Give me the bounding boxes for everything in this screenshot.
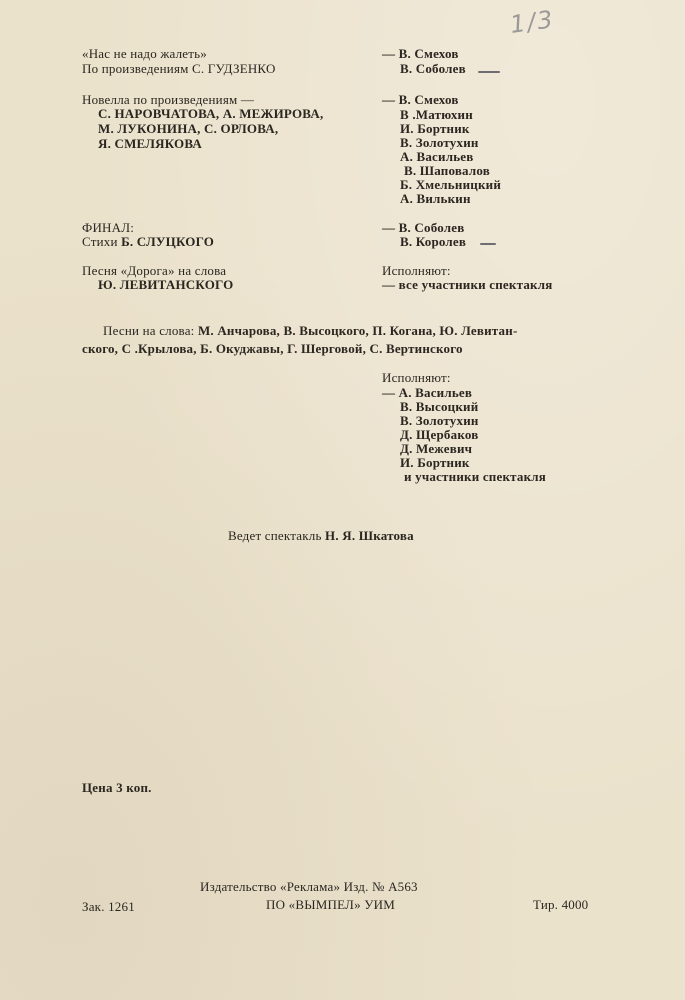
block3-verse-author: Б. СЛУЦКОГО xyxy=(121,234,215,249)
block4-title: Песня «Дорога» на слова xyxy=(82,263,227,278)
block2-author-line: М. ЛУКОНИНА, С. ОРЛОВА, xyxy=(98,121,279,136)
block4-performers-label: Исполняют: xyxy=(382,263,451,278)
songs-line-1 xyxy=(103,324,517,338)
circulation: Тир. 4000 xyxy=(533,897,589,912)
songs-performer: Д. Щербаков xyxy=(400,427,479,442)
block2-author-line: Я. СМЕЛЯКОВА xyxy=(98,136,202,151)
songs-authors-1: М. Анчарова, В. Высоцкого, П. Когана, Ю. Левитан- xyxy=(197,323,518,338)
songs-authors-2: ского, С .Крылова, Б. Окуджавы, Г. Шерговой, С. Вертинского xyxy=(82,341,463,356)
songs-performers-label: Исполняют: xyxy=(382,370,451,385)
songs-performer: Д. Межевич xyxy=(400,441,473,456)
block2-cast: — В. Смехов xyxy=(382,92,459,107)
block2-cast: Б. Хмельницкий xyxy=(400,177,502,192)
songs-performer: и участники спектакля xyxy=(404,469,547,484)
block2-cast: В. Шаповалов xyxy=(404,163,490,178)
songs-performer: — А. Васильев xyxy=(382,385,473,400)
price: Цена 3 коп. xyxy=(82,780,152,795)
block2-title: Новелла по произведениям — xyxy=(82,92,255,107)
block2-author-line: С. НАРОВЧАТОВА, А. МЕЖИРОВА, xyxy=(98,106,324,121)
block3-title: ФИНАЛ: xyxy=(82,220,135,235)
pen-mark xyxy=(478,71,500,73)
block1-source-prefix: По произведениям xyxy=(82,61,189,76)
pen-mark xyxy=(480,243,496,245)
songs-prefix: Песни на слова: xyxy=(103,323,195,338)
block1-source-author: С. ГУДЗЕНКО xyxy=(192,61,276,76)
handwritten-page-mark: 1/3 xyxy=(508,5,557,39)
block1-cast-1: — В. Смехов xyxy=(382,46,459,61)
printer: ПО «ВЫМПЕЛ» УИМ xyxy=(266,897,395,912)
block1-title: «Нас не надо жалеть» xyxy=(82,46,207,61)
block3-verse-prefix: Стихи xyxy=(82,234,118,249)
block2-cast: А. Васильев xyxy=(400,149,474,164)
block3-verse xyxy=(82,235,214,249)
host-name: Н. Я. Шкатова xyxy=(325,528,414,543)
songs-performer: И. Бортник xyxy=(400,455,470,470)
host-line xyxy=(228,529,414,543)
block3-cast-2: В. Королев xyxy=(400,234,467,249)
block2-cast: А. Вилькин xyxy=(400,191,471,206)
order-number: Зак. 1261 xyxy=(82,899,135,914)
block4-performers: — все участники спектакля xyxy=(382,277,553,292)
host-prefix: Ведет спектакль xyxy=(228,528,322,543)
block2-cast: В. Золотухин xyxy=(400,135,479,150)
block1-source xyxy=(82,62,276,76)
publisher: Издательство «Реклама» Изд. № А563 xyxy=(200,879,418,894)
block4-author: Ю. ЛЕВИТАНСКОГО xyxy=(98,277,234,292)
songs-performer: В. Золотухин xyxy=(400,413,479,428)
block2-cast: В .Матюхин xyxy=(400,107,473,122)
songs-performer: В. Высоцкий xyxy=(400,399,479,414)
block2-cast: И. Бортник xyxy=(400,121,470,136)
block1-cast-2: В. Соболев xyxy=(400,61,466,76)
block3-cast-1: — В. Соболев xyxy=(382,220,465,235)
